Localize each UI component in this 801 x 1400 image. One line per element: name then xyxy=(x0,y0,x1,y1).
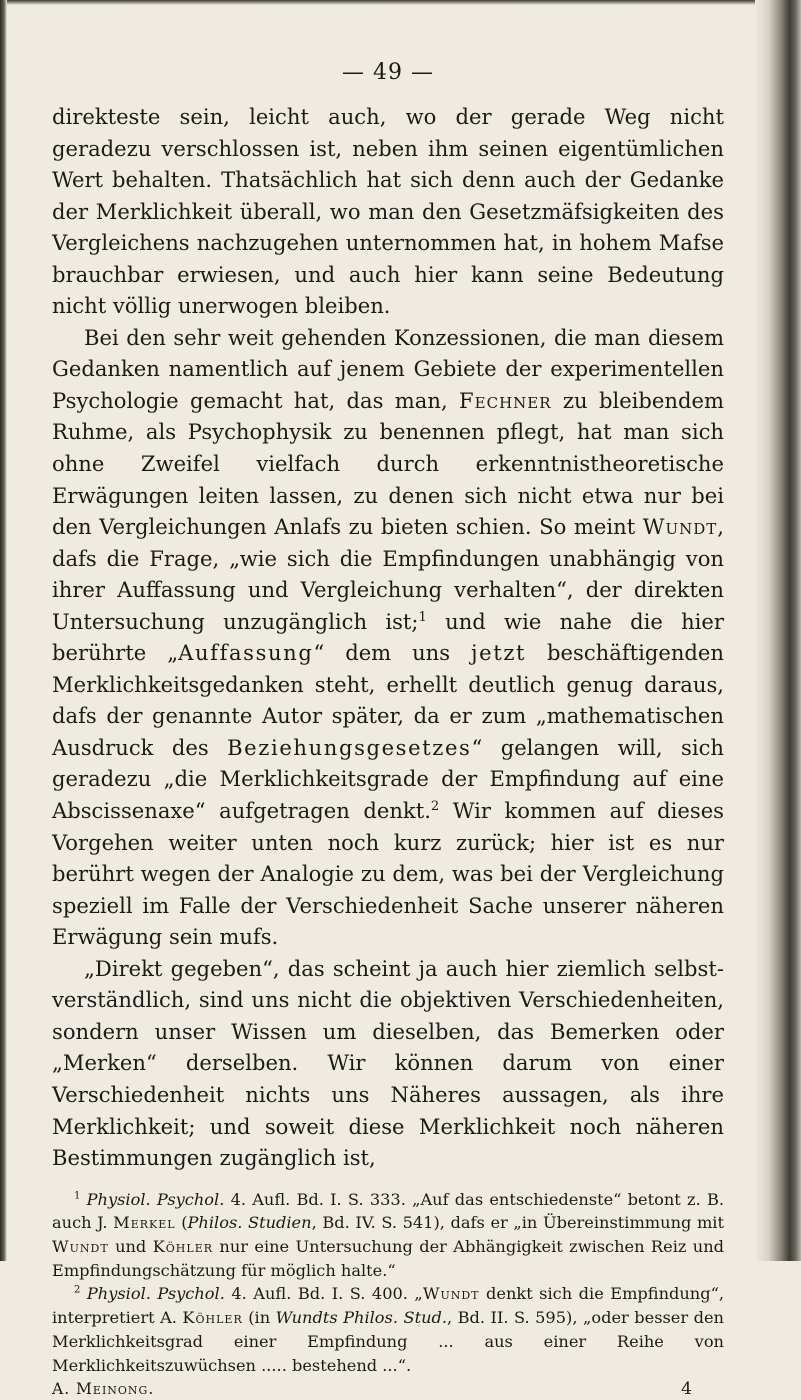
body-text xyxy=(52,101,724,1174)
scan-edge-left xyxy=(0,0,7,1261)
text-run: nur eine Untersuchung der Abhängigkeit zwischen Reiz und Empfindungschätzung für möglich halte.“ xyxy=(52,1237,724,1280)
text-run: , dafs die Frage, „wie sich die Empfindungen unabhängig von ihrer Auffassung und Vergleichung verhalten“, der direkten Untersuchung unzugänglich ist; xyxy=(52,514,724,634)
spaced-emphasis: Beziehungsgesetzes xyxy=(227,734,472,760)
text-run: (in xyxy=(242,1308,276,1328)
text-run: und wie nahe die hier berührte „ xyxy=(52,608,724,666)
spaced-emphasis: Auffassung xyxy=(178,640,314,666)
text-run: Wir kommen auf dieses Vorgehen weiter unten noch kurz zurück; hier ist es nur berührt wegen der Analogie zu dem, was bei der Vergleichung speziell im Falle der Verschiedenheit Sache unserer näheren Erwägung sein mufs. xyxy=(52,798,724,950)
author-name: Köhler xyxy=(182,1308,243,1328)
text-run: , Bd. IV. S. 541), dafs er „in Übereinstimmung mit xyxy=(311,1213,724,1233)
author-name: Wundt xyxy=(52,1237,109,1256)
paragraph xyxy=(52,101,724,322)
text-run: 4. Aufl. Bd. I. S. 400. „ xyxy=(224,1284,423,1304)
author-name: Wundt xyxy=(642,514,718,540)
spaced-emphasis: jetzt xyxy=(471,640,527,666)
scan-edge-right xyxy=(755,0,801,1261)
title-reference: Physiol. Psychol. xyxy=(86,1284,225,1304)
text-run: beschäftigenden Merklichkeitsgedanken steht, erhellt deutlich genug daraus, dafs der genannte Autor später, da er zum „mathematischen Ausdruck des xyxy=(52,640,724,760)
sheet-number: 4 xyxy=(681,1379,692,1400)
footnote-marker: 1 xyxy=(418,609,427,625)
author-name: Fechner xyxy=(459,387,552,413)
paragraph xyxy=(52,953,724,1174)
author-name: Merkel xyxy=(113,1213,176,1233)
text-run: , Bd. II. S. 595), „oder besser den Merklichkeitsgrad einer Empfindung ... aus einer Reihe von Merklichkeitszuwüchsen ..... bestehend ...“. xyxy=(52,1308,724,1375)
text-run: direkteste sein, leicht auch, wo der gerade Weg nicht geradezu verschlossen ist, neben ihm seinen eigentümlichen Wert behalten. Thatsächlich hat sich denn auch der Gedanke der Merklichkeit überall, wo man den Gesetzmäfsigkeiten des Vergleichens nachzugehen unternommen hat, in hohem Mafse brauchbar erwiesen, und auch hier kann seine Bedeutung nicht völlig unerwogen bleiben. xyxy=(52,104,724,319)
signature-line xyxy=(52,1378,724,1400)
title-reference: Physiol. Psychol. xyxy=(86,1189,225,1209)
footnotes xyxy=(52,1188,724,1378)
footnote-marker: 2 xyxy=(430,799,440,814)
title-reference: Wundts Philos. Stud. xyxy=(275,1308,448,1328)
footnote-marker: 2 xyxy=(74,1285,81,1297)
footnote xyxy=(52,1188,724,1283)
text-run: “ gelangen will, sich geradezu „die Merklichkeitsgrade der Empfindung auf eine Abscissenaxe“ aufgetragen denkt. xyxy=(52,734,724,824)
text-run: ( xyxy=(175,1213,188,1233)
scan-edge-top xyxy=(0,0,801,5)
page-number: — 49 — xyxy=(342,60,434,85)
text-run: “ dem uns xyxy=(313,640,472,666)
author-signature: A. Meinong. xyxy=(52,1380,155,1399)
text-run: und xyxy=(108,1237,153,1256)
title-reference: Philos. Studien xyxy=(187,1213,312,1233)
author-name: Köhler xyxy=(152,1237,214,1256)
text-run: 4. Aufl. Bd. I. S. 333. „Auf das entschiedenste“ betont z. B. auch J. xyxy=(52,1189,724,1233)
text-run: Bei den sehr weit gehenden Konzessionen, die man diesem Gedanken namentlich auf jenem Gebiete der experimentellen Psychologie gemacht hat, das man, xyxy=(52,324,724,413)
book-page xyxy=(52,60,724,1400)
footnote xyxy=(52,1282,724,1377)
paragraph xyxy=(52,322,724,953)
text-run: zu bleibendem Ruhme, als Psychophysik zu benennen pflegt, hat man sich ohne Zweifel vielfach durch erkenntnistheoretische Erwägungen leiten lassen, zu denen sich nicht etwa nur bei den Vergleichungen Anlafs zu bieten schien. So meint xyxy=(52,387,724,540)
author-name: Wundt xyxy=(422,1284,480,1304)
text-run: „Direkt gegeben“, das scheint ja auch hier ziemlich selbstverständlich, sind uns nicht die objektiven Verschiedenheiten, sondern unser Wissen um dieselben, das Bemerken oder „Merken“ derselben. Wir können darum von einer Verschiedenheit nichts uns Näheres aussagen, als ihre Merklichkeit; und soweit diese Merklichkeit noch näheren Bestimmungen zugänglich ist, xyxy=(52,955,724,1171)
footnote-marker: 1 xyxy=(74,1190,81,1202)
text-run: denkt sich die Empfindung“, interpretiert A. xyxy=(52,1284,725,1328)
